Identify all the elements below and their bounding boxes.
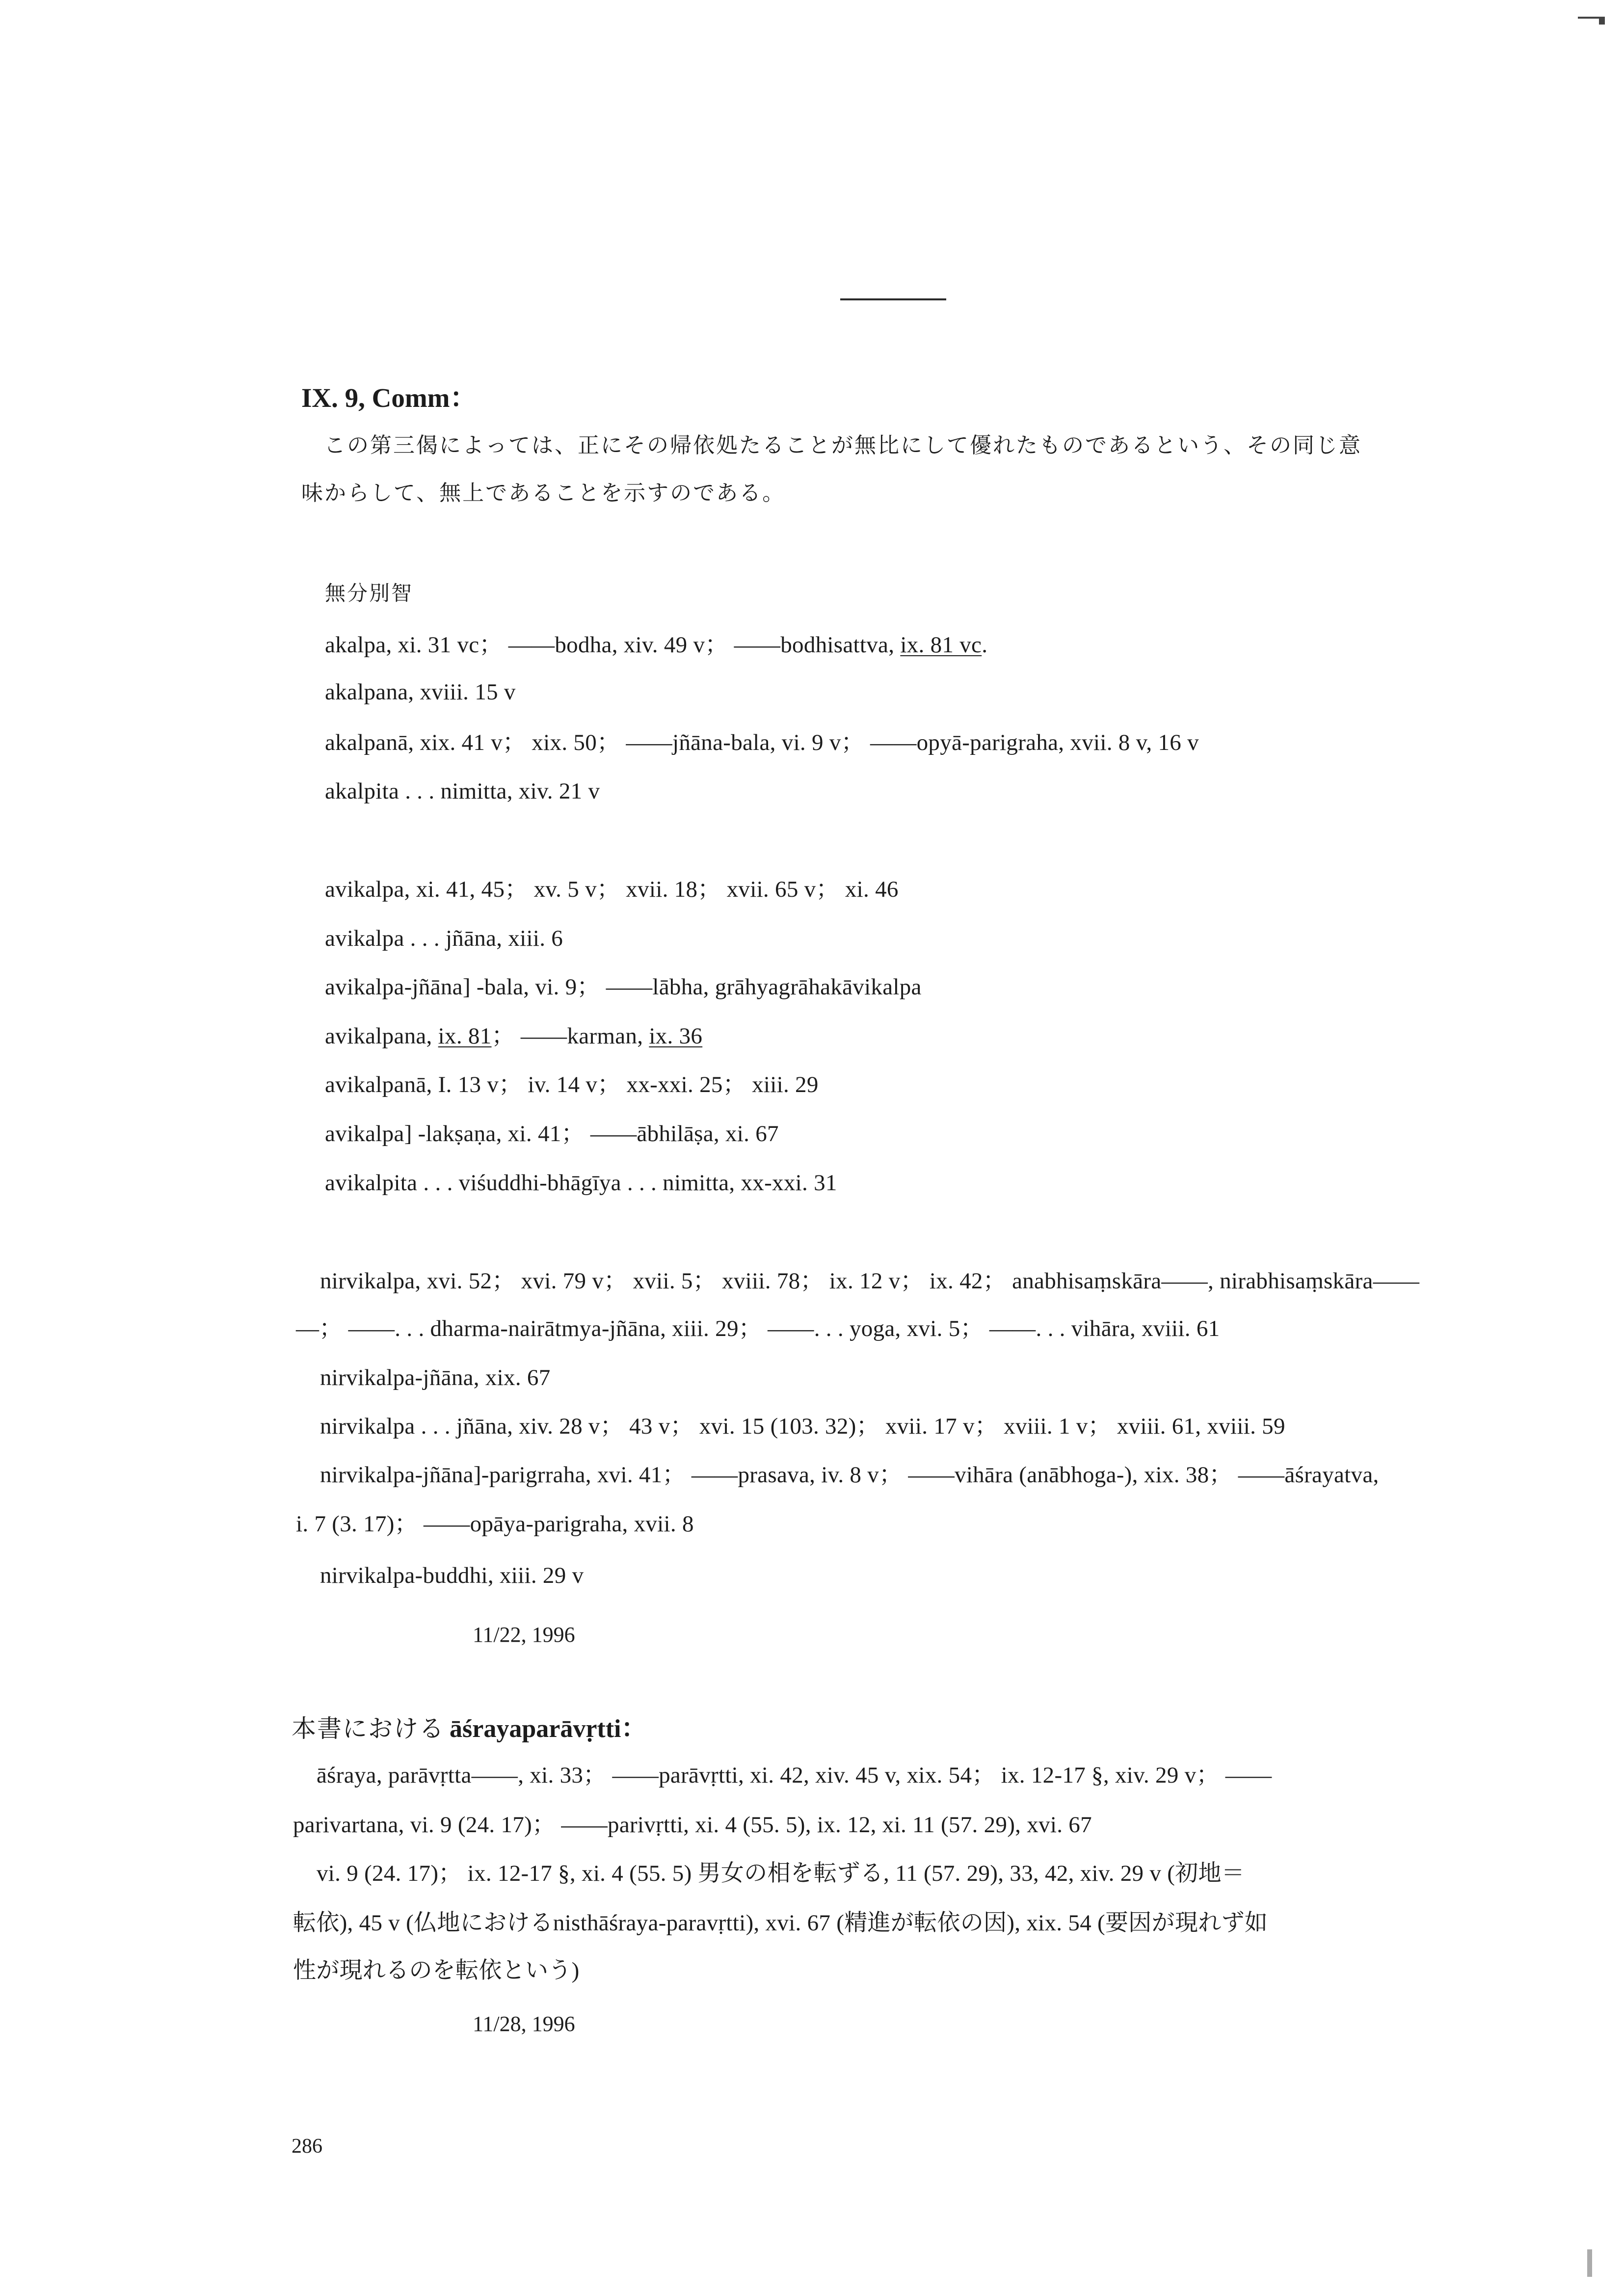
underlined-reference: ix. 81: [438, 1023, 492, 1049]
underlined-reference: ix. 81 vc: [900, 632, 982, 658]
underlined-reference: ix. 36: [649, 1023, 703, 1049]
index-line: āśraya, parāvṛtta——, xi. 33； ——parāvṛtti, xi. 42, xiv. 45 v, xix. 54； ix. 12-17 §, xiv. 29 v； ——: [317, 1762, 1272, 1788]
entry-text: avikalpa] -lakṣaṇa, xi. 41； ——ābhilāṣa, xi. 67: [325, 1121, 779, 1147]
entry-text: avikalpanā, I. 13 v； iv. 14 v； xx-xxi. 25； xiii. 29: [325, 1072, 819, 1097]
entry-text: ； ——karman,: [491, 1023, 649, 1049]
index-entry: [325, 1168, 837, 1198]
index-entry: [325, 728, 1199, 757]
entry-text: avikalpita . . . viśuddhi-bhāgīya . . . nimitta, xx-xxi. 31: [325, 1170, 837, 1196]
section-heading-jp: 本書における: [292, 1714, 445, 1743]
entry-text: akalpa, xi. 31 vc； ——bodha, xiv. 49 v； ——bodhisattva,: [325, 632, 901, 658]
index-entry: [325, 776, 600, 806]
index-line: nirvikalpa-jñāna, xix. 67: [320, 1365, 551, 1390]
index-entry: [325, 875, 899, 904]
index-line: i. 7 (3. 17)； ——opāya-parigraha, xvii. 8: [296, 1511, 694, 1537]
entry-text: avikalpana,: [325, 1023, 438, 1049]
paragraph-line: 味からして、無上であることを示すのである。: [301, 481, 786, 506]
index-line: nirvikalpa . . . jñāna, xiv. 28 v； 43 v； xvi. 15 (103. 32)； xvii. 17 v； xviii. 1 v； xviii. 61, xviii. 59: [320, 1414, 1285, 1439]
entry-text: akalpanā, xix. 41 v； xix. 50； ——jñāna-bala, vi. 9 v； ——opyā-parigraha, xvii. 8 v, 16 v: [325, 730, 1199, 755]
entry-text: avikalpa-jñāna] -bala, vi. 9； ——lābha, grāhyagrāhakāvikalpa: [325, 974, 922, 1000]
entry-text: avikalpa . . . jñāna, xiii. 6: [325, 926, 563, 951]
index-line: 転依), 45 v (仏地におけるnisthāśraya-paravṛtti), xvi. 67 (精進が転依の因), xix. 54 (要因が現れず如: [293, 1910, 1268, 1936]
page-number: 286: [292, 2135, 322, 2158]
index-label: 無分別智: [325, 581, 414, 605]
section-heading: IX. 9, Comm：: [301, 383, 477, 413]
index-line: nirvikalpa-jñāna]-parigrraha, xvi. 41； ——prasava, iv. 8 v； ——vihāra (anābhoga-), xix. 38； ——āśrayatva,: [320, 1462, 1379, 1488]
index-entry: [325, 677, 516, 707]
index-entry: [325, 972, 922, 1002]
entry-text: avikalpa, xi. 41, 45； xv. 5 v； xvii. 18； xvii. 65 v； xi. 46: [325, 877, 899, 902]
section-heading-term: āśrayaparāvṛtti：: [450, 1715, 647, 1743]
paragraph-line: この第三偈によっては、正にその帰依処たることが無比にして優れたものであるという、その同じ意: [324, 433, 1362, 458]
scan-mark-top-right-tail: [1599, 18, 1605, 25]
section-heading: [292, 1708, 646, 1744]
separator-rule: [840, 298, 946, 300]
entry-text: akalpana, xviii. 15 v: [325, 679, 516, 705]
index-line: —； ——. . . dharma-nairātmya-jñāna, xiii. 29； ——. . . yoga, xvi. 5； ——. . . vihāra, xviii. 61: [296, 1316, 1220, 1341]
index-entry: [325, 924, 563, 953]
index-line: vi. 9 (24. 17)； ix. 12-17 §, xi. 4 (55. 5) 男女の相を転ずる, 11 (57. 29), 33, 42, xiv. 29 v (初地＝: [317, 1861, 1245, 1886]
scan-mark-bottom-right: [1587, 2249, 1592, 2277]
index-line: parivartana, vi. 9 (24. 17)； ——parivṛtti, xi. 4 (55. 5), ix. 12, xi. 11 (57. 29), xvi. 67: [293, 1812, 1092, 1838]
index-entry: [325, 1021, 702, 1051]
index-entry: [325, 1119, 779, 1148]
index-entry: [325, 630, 987, 660]
index-line: 性が現れるのを転依という): [293, 1958, 580, 1983]
entry-text: akalpita . . . nimitta, xiv. 21 v: [325, 778, 600, 804]
index-line: nirvikalpa, xvi. 52； xvi. 79 v； xvii. 5； xviii. 78； ix. 12 v； ix. 42； anabhisaṃskāra——, nirabhisaṃskāra——: [320, 1268, 1420, 1294]
date-stamp: 11/28, 1996: [473, 2012, 575, 2036]
index-line: nirvikalpa-buddhi, xiii. 29 v: [320, 1563, 584, 1588]
index-entry: [325, 1070, 819, 1099]
date-stamp: 11/22, 1996: [473, 1623, 575, 1647]
entry-text: .: [982, 632, 988, 658]
